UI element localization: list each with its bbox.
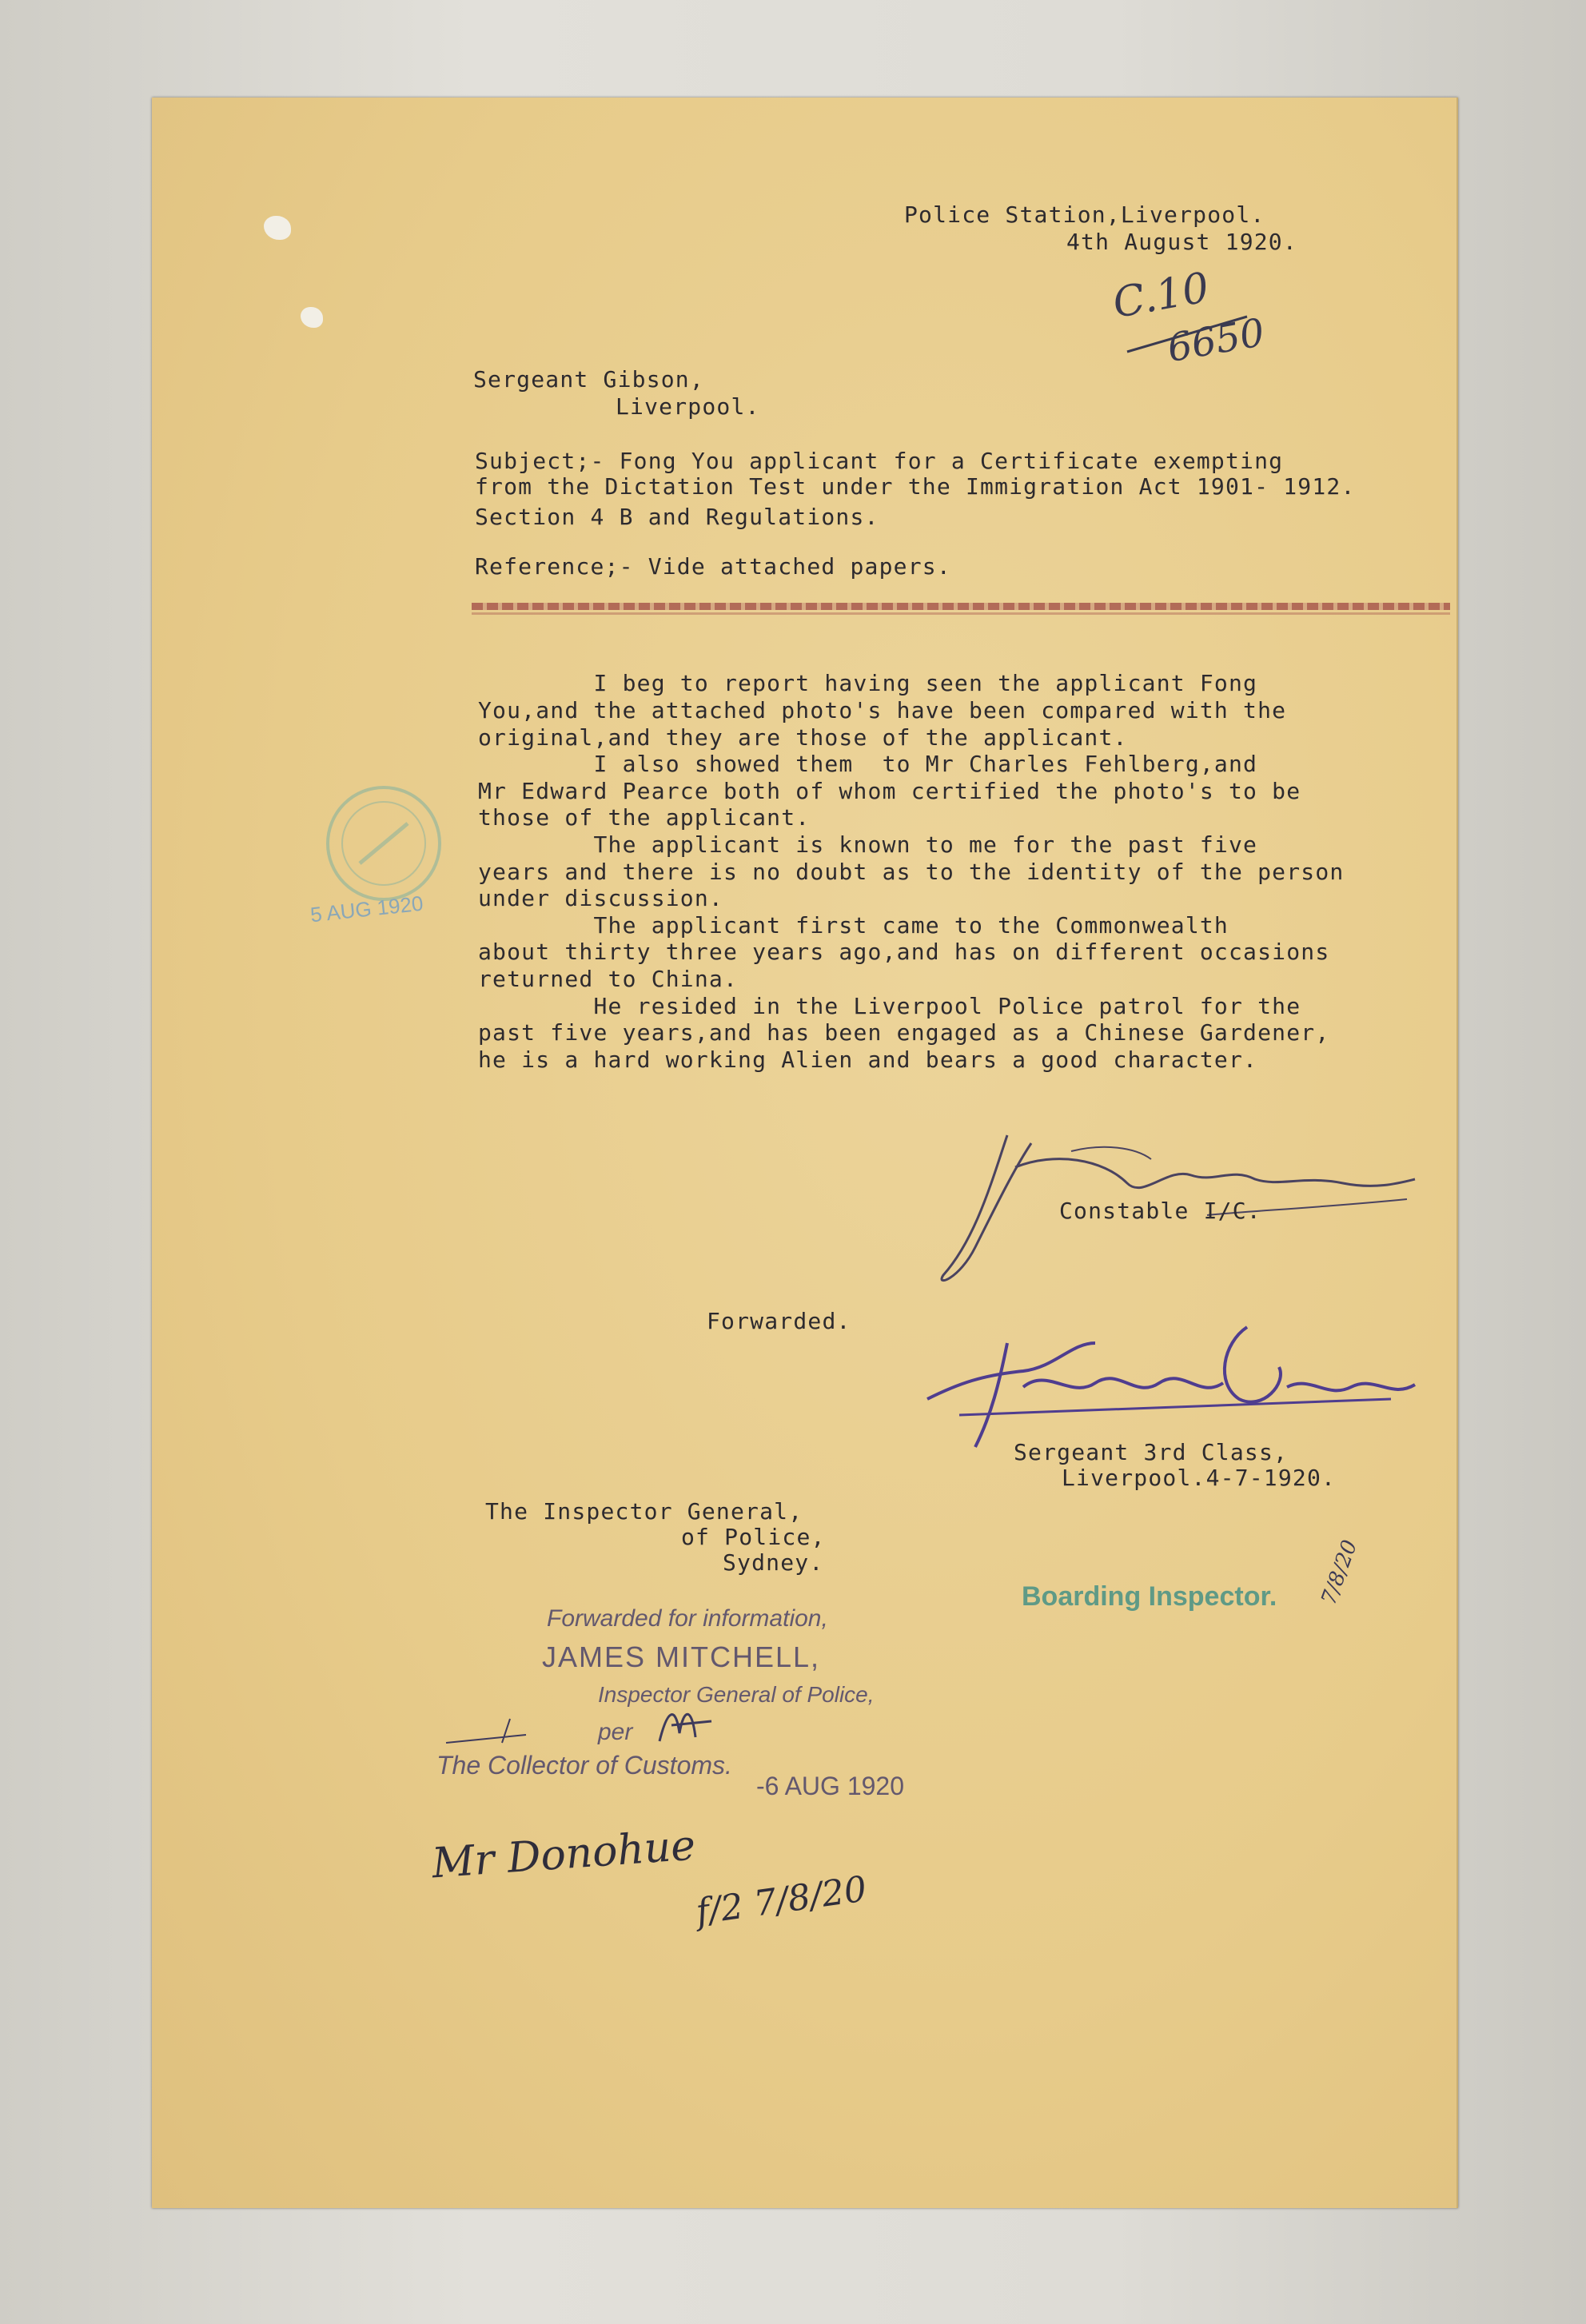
- forwarded-stamp-line-3: Inspector General of Police,: [598, 1682, 875, 1707]
- file-note-slash: [1127, 312, 1255, 360]
- body-line: The applicant first came to the Commonwealth: [478, 912, 1229, 939]
- sergeant-signature: [911, 1311, 1423, 1455]
- forwarded-stamp-date: -6 AUG 1920: [756, 1772, 904, 1800]
- handwritten-note-line-2: f/2 7/8/20: [693, 1868, 870, 1933]
- body-line: years and there is no doubt as to the identity of the person: [478, 859, 1345, 885]
- body-line: he is a hard working Alien and bears a good character.: [478, 1046, 1258, 1073]
- subject-line-1: Subject;- Fong You applicant for a Certificate exempting: [475, 448, 1284, 474]
- constable-rank: Constable I/C.: [1059, 1198, 1261, 1224]
- subject-line-3: Section 4 B and Regulations.: [475, 504, 879, 530]
- boarding-inspector-initial: 7/8/20: [1317, 1537, 1363, 1608]
- date-line: 4th August 1920.: [1066, 229, 1297, 255]
- body-line: original,and they are those of the applicant.: [478, 724, 1128, 751]
- received-stamp-date: 5 AUG 1920: [309, 891, 424, 927]
- divider-rule-underline: [472, 612, 1450, 615]
- body-line: about thirty three years ago,and has on different occasions: [478, 939, 1330, 965]
- recipient-line-3: Sydney.: [723, 1549, 824, 1576]
- body-line: He resided in the Liverpool Police patrol for the: [478, 993, 1301, 1019]
- forwarded-stamp-line-1: Forwarded for information,: [547, 1605, 828, 1632]
- forwarded-stamp-line-4: per: [598, 1719, 633, 1745]
- punch-hole-top: [264, 216, 291, 240]
- forwarded-stamp-initial: [656, 1701, 719, 1749]
- reference-line: Reference;- Vide attached papers.: [475, 553, 951, 580]
- handwritten-note-line-1: Mr Donohue: [430, 1821, 697, 1888]
- body-line: You,and the attached photo's have been compared with the: [478, 697, 1287, 724]
- forwarded-line: Forwarded.: [707, 1308, 851, 1334]
- body-line: under discussion.: [478, 885, 723, 911]
- sergeant-place-date: Liverpool.4-7-1920.: [1062, 1465, 1337, 1491]
- recipient-line-1: The Inspector General,: [485, 1498, 803, 1525]
- file-note-bottom: 6650: [1164, 309, 1269, 372]
- body-line: past five years,and has been engaged as a Chinese Gardener,: [478, 1019, 1330, 1046]
- forwarded-stamp-tick: [438, 1711, 534, 1759]
- punch-hole-bottom: [301, 307, 323, 328]
- body-line: those of the applicant.: [478, 804, 811, 831]
- body-line: The applicant is known to me for the past five: [478, 831, 1258, 858]
- addressee-name: Sergeant Gibson,: [473, 366, 704, 393]
- body-line: returned to China.: [478, 966, 739, 992]
- station-line: Police Station,Liverpool.: [904, 201, 1265, 228]
- addressee-place: Liverpool.: [616, 393, 760, 420]
- subject-line-2: from the Dictation Test under the Immigration Act 1901- 1912.: [475, 473, 1356, 500]
- sergeant-rank: Sergeant 3rd Class,: [1014, 1439, 1289, 1465]
- forwarded-stamp-line-5: The Collector of Customs.: [436, 1751, 732, 1780]
- body-line: I beg to report having seen the applicant Fong: [478, 670, 1258, 696]
- divider-rule: [472, 603, 1450, 610]
- body-line: I also showed them to Mr Charles Fehlberg,and: [478, 751, 1258, 777]
- body-line: Mr Edward Pearce both of whom certified the photo's to be: [478, 778, 1301, 804]
- file-note-top: C.10: [1109, 263, 1213, 329]
- boarding-inspector-stamp: Boarding Inspector.: [1022, 1581, 1277, 1612]
- recipient-line-2: of Police,: [681, 1524, 826, 1550]
- forwarded-stamp-line-2: JAMES MITCHELL,: [542, 1640, 821, 1673]
